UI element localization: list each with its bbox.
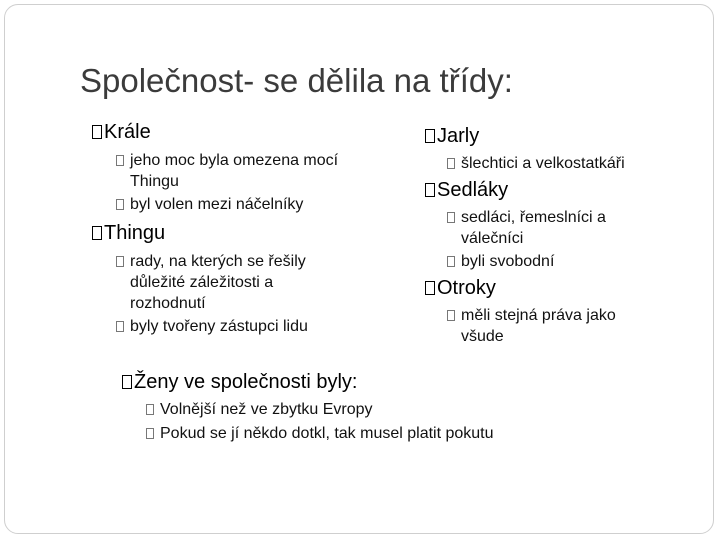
sub-bullet: byly tvořeny zástupci lidu xyxy=(116,316,352,337)
bullet-jarly xyxy=(425,124,675,148)
right-column xyxy=(425,124,675,347)
bullet-label: Sedláky xyxy=(437,179,509,201)
bullet-box-icon xyxy=(116,199,124,210)
bullet-zeny xyxy=(122,370,682,394)
bullet-box-icon xyxy=(116,155,124,166)
left-column xyxy=(92,120,352,337)
bullet-box-icon xyxy=(447,158,455,169)
sub-bullet: jeho moc byla omezena mocí Thingu xyxy=(116,150,352,192)
bullet-box-icon xyxy=(122,375,132,389)
bullet-label: Jarly xyxy=(437,125,480,147)
bullet-box-icon xyxy=(116,256,124,267)
sub-bullet: Pokud se jí někdo dotkl, tak musel platit pokutu xyxy=(146,423,682,444)
bullet-box-icon xyxy=(425,183,435,197)
sub-bullet: sedláci, řemeslníci a válečníci xyxy=(447,207,675,249)
slide-title: Společnost- se dělila na třídy: xyxy=(80,62,513,99)
bullet-label: Ženy ve společnosti byly: xyxy=(134,371,358,393)
sub-bullet: šlechtici a velkostatkáři xyxy=(447,153,675,174)
bullet-thingu xyxy=(92,221,352,245)
bullet-box-icon xyxy=(447,212,455,223)
bullet-label: Krále xyxy=(104,121,151,143)
bullet-box-icon xyxy=(447,256,455,267)
bullet-otroky xyxy=(425,276,675,300)
bullet-label: Thingu xyxy=(104,222,166,244)
bullet-box-icon xyxy=(447,310,455,321)
bullet-krale xyxy=(92,120,352,144)
sub-bullet: měli stejná práva jako všude xyxy=(447,305,675,347)
bottom-block xyxy=(122,370,682,444)
bullet-box-icon xyxy=(116,321,124,332)
sub-bullet: Volnější než ve zbytku Evropy xyxy=(146,399,682,420)
sub-bullet: byl volen mezi náčelníky xyxy=(116,194,352,215)
bullet-box-icon xyxy=(146,428,154,439)
bullet-box-icon xyxy=(92,125,102,139)
sub-bullet: rady, na kterých se řešily důležité záležitosti a rozhodnutí xyxy=(116,251,352,314)
bullet-box-icon xyxy=(425,281,435,295)
sub-bullet: byli svobodní xyxy=(447,251,675,272)
bullet-label: Otroky xyxy=(437,277,496,299)
bullet-box-icon xyxy=(92,226,102,240)
bullet-box-icon xyxy=(425,129,435,143)
bullet-box-icon xyxy=(146,404,154,415)
bullet-sedlaky xyxy=(425,178,675,202)
